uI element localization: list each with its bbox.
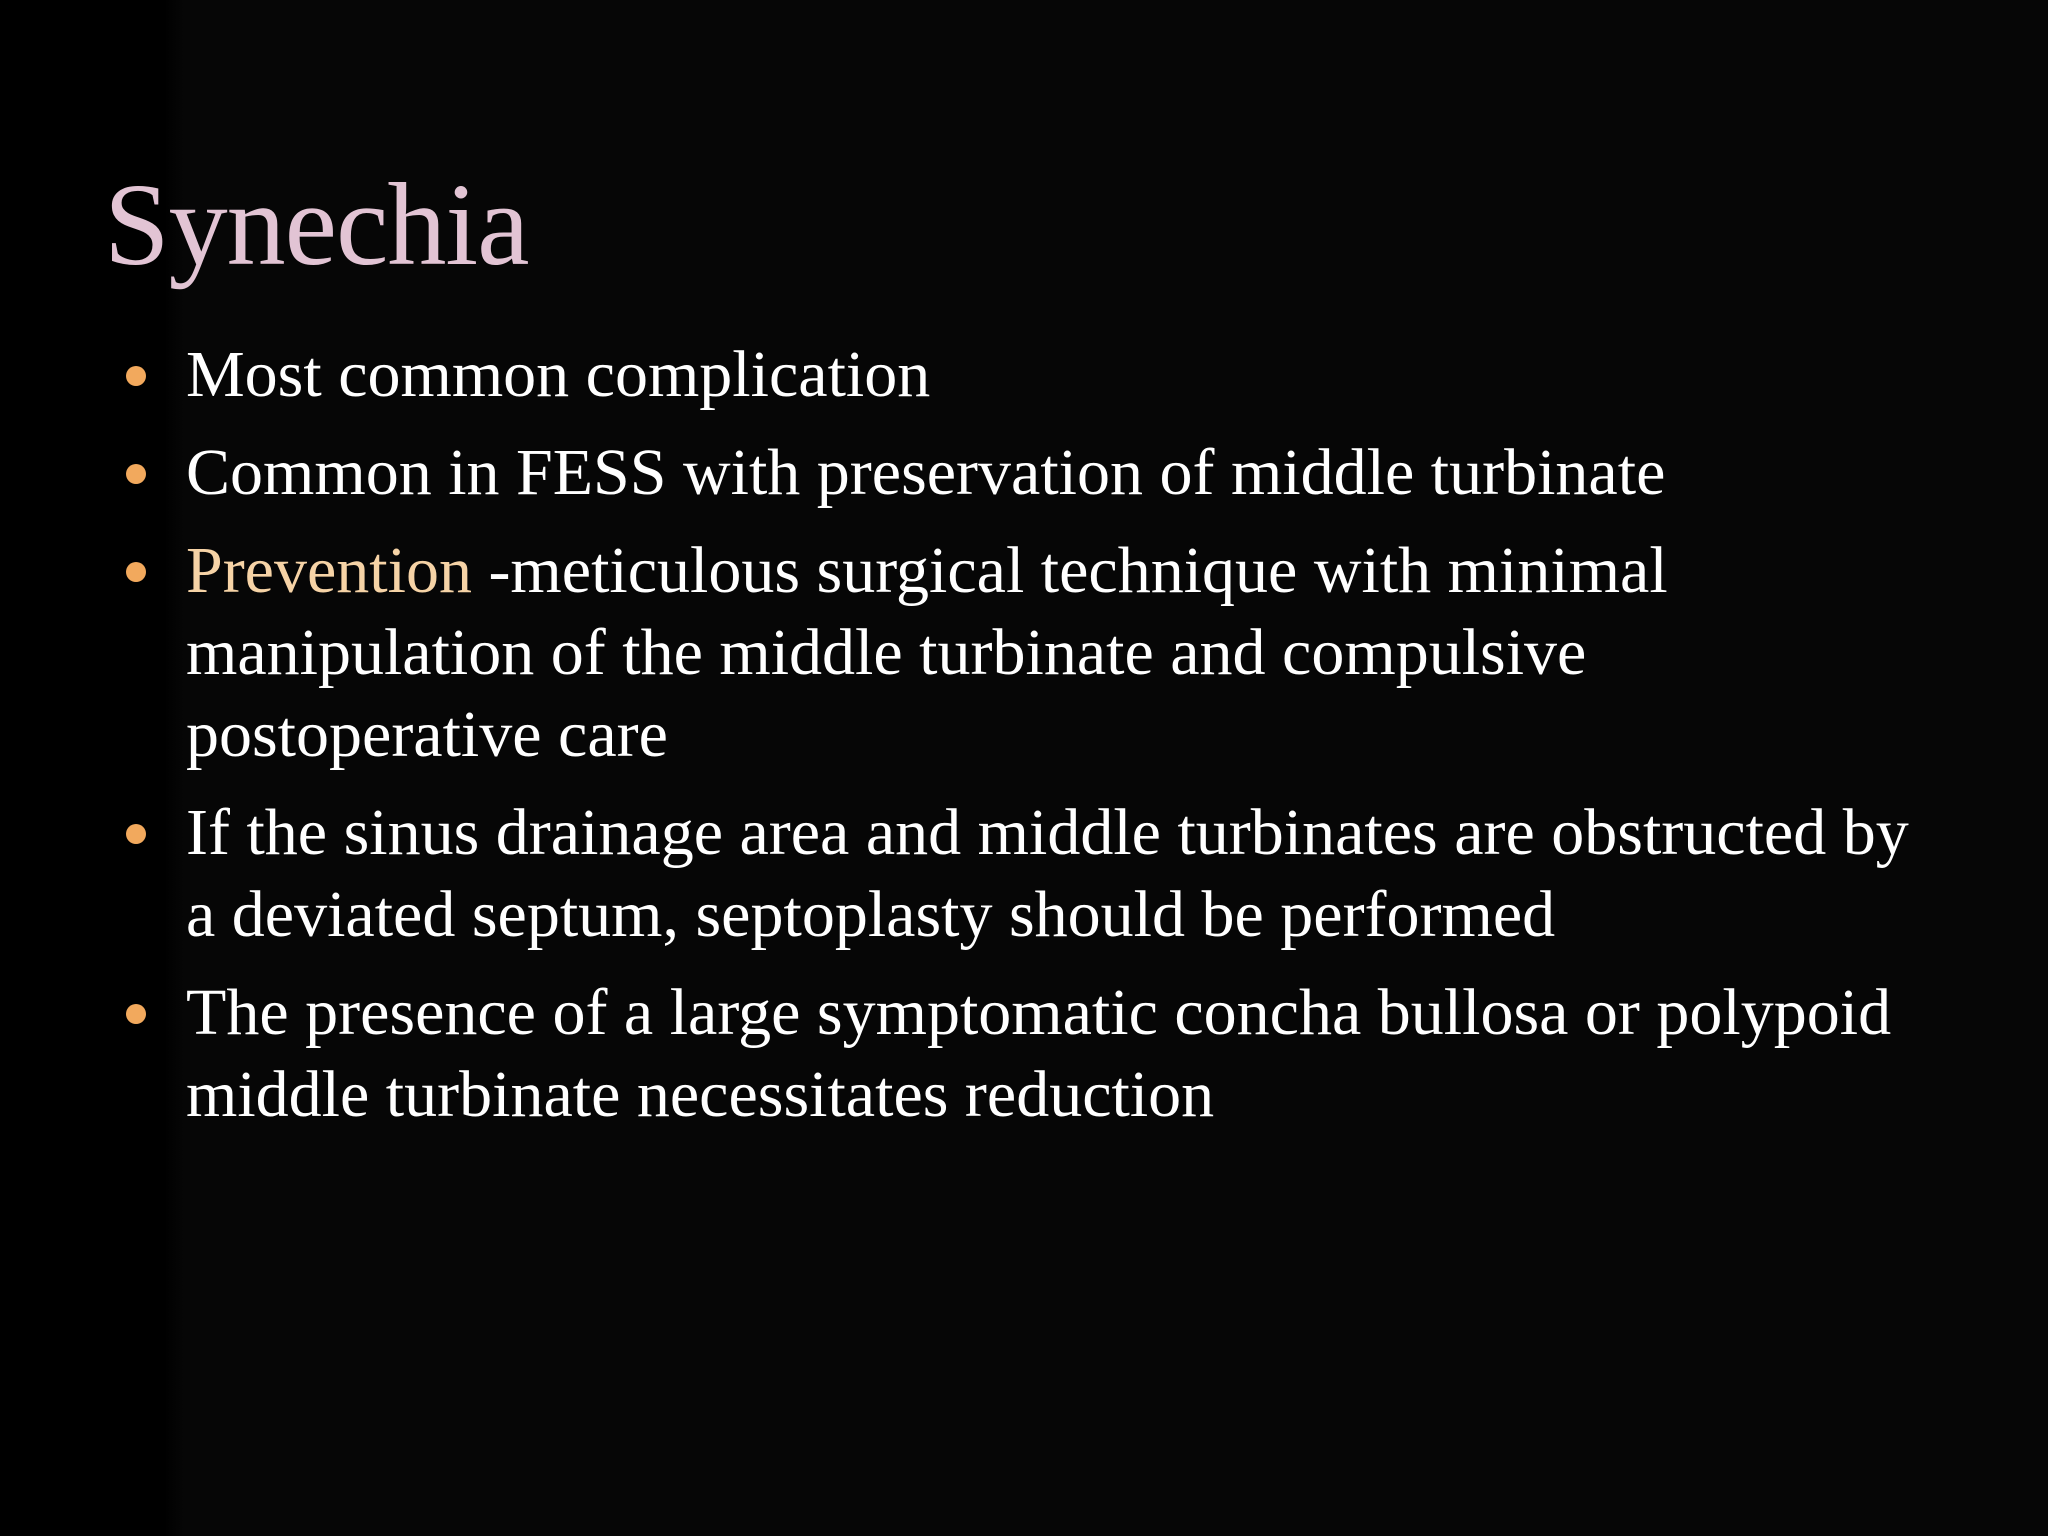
list-item (122, 334, 1942, 416)
bullet-text (186, 792, 1942, 956)
bullet-dot-icon (126, 562, 146, 582)
list-item (122, 530, 1942, 776)
list-item (122, 792, 1942, 956)
bullet-body: Most common complication (186, 338, 931, 411)
bullet-list (122, 334, 1942, 1152)
bullet-highlight: Prevention (186, 534, 472, 607)
bullet-body: The presence of a large symptomatic concha bullosa or polypoid middle turbinate necessitates reduction (186, 976, 1892, 1131)
bullet-dot-icon (126, 464, 146, 484)
list-item (122, 972, 1942, 1136)
bullet-text (186, 972, 1942, 1136)
list-item (122, 432, 1942, 514)
bullet-dot-icon (126, 824, 146, 844)
bullet-body: Common in FESS with preservation of middle turbinate (186, 436, 1666, 509)
bullet-text (186, 530, 1942, 776)
bullet-body: If the sinus drainage area and middle turbinates are obstructed by a deviated septum, septoplasty should be performed (186, 796, 1909, 951)
bullet-dot-icon (126, 366, 146, 386)
slide-title: Synechia (104, 159, 529, 290)
bullet-text (186, 334, 1942, 416)
bullet-text (186, 432, 1942, 514)
bullet-dot-icon (126, 1004, 146, 1024)
bullet-body: -meticulous surgical technique with minimal manipulation of the middle turbinate and compulsive postoperative care (186, 534, 1668, 771)
